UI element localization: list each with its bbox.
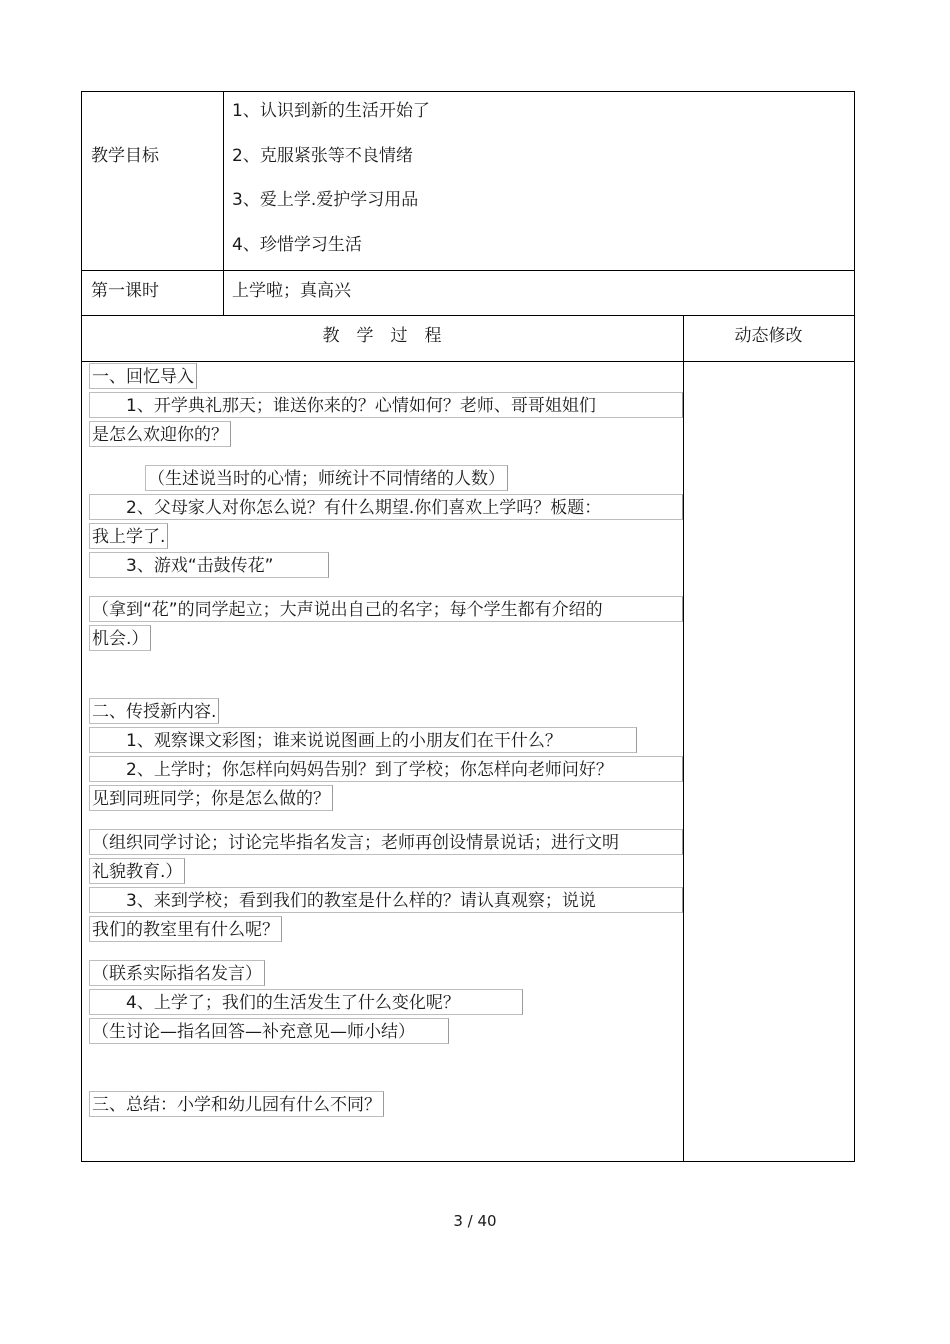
section-1-heading: 一、回忆导入 [89, 363, 197, 389]
label-column-divider [223, 91, 224, 316]
objective-3: 3、爱上学.爱护学习用品 [232, 190, 419, 210]
revision-header: 动态修改 [734, 326, 803, 346]
section-2-question-2b: 见到同班同学；你是怎么做的？ [89, 785, 333, 811]
section-1-note-1: （生述说当时的心情；师统计不同情绪的人数） [145, 465, 508, 491]
objective-2: 2、克服紧张等不良情绪 [232, 146, 413, 166]
section-1-question-2b: 我上学了. [89, 523, 168, 549]
section-2-question-3a: 3、来到学校；看到我们的教室是什么样的？请认真观察；说说 [89, 887, 683, 913]
objective-4: 4、珍惜学习生活 [232, 235, 362, 255]
revision-column-divider [683, 315, 684, 1162]
section-2-note-4: （生讨论—指名回答—补充意见—师小结） [89, 1018, 449, 1044]
table-border-left [81, 91, 82, 1162]
row-divider-3 [81, 361, 855, 362]
table-border-right [854, 91, 855, 1162]
row-divider-2 [81, 315, 855, 316]
objective-1: 1、认识到新的生活开始了 [232, 101, 430, 121]
section-2-question-3b: 我们的教室里有什么呢？ [89, 916, 282, 942]
section-1-note-3b: 机会.） [89, 625, 151, 651]
process-header: 教 学 过 程 [322, 326, 442, 346]
row-divider-1 [81, 270, 855, 271]
lesson-title: 上学啦；真高兴 [232, 281, 351, 301]
objectives-label: 教学目标 [91, 146, 159, 166]
section-2-note-2a: （组织同学讨论；讨论完毕指名发言；老师再创设情景说话；进行文明 [89, 829, 683, 855]
table-border-bottom [81, 1161, 855, 1162]
section-2-question-1: 1、观察课文彩图；谁来说说图画上的小朋友们在干什么？ [89, 727, 637, 753]
section-2-question-2a: 2、上学时；你怎样向妈妈告别？到了学校；你怎样向老师问好？ [89, 756, 683, 782]
section-1-question-1a: 1、开学典礼那天；谁送你来的？心情如何？老师、哥哥姐姐们 [89, 392, 683, 418]
section-1-question-1b: 是怎么欢迎你的？ [89, 421, 231, 447]
lesson-label: 第一课时 [91, 281, 159, 301]
section-2-heading: 二、传授新内容. [89, 698, 219, 724]
section-2-question-4: 4、上学了；我们的生活发生了什么变化呢？ [89, 989, 523, 1015]
section-1-question-3: 3、游戏“击鼓传花” [89, 552, 329, 578]
section-1-question-2a: 2、父母家人对你怎么说？有什么期望.你们喜欢上学吗？板题： [89, 494, 683, 520]
section-2-note-3: （联系实际指名发言） [89, 960, 265, 986]
page-number: 3 / 40 [453, 1212, 497, 1230]
table-border-top [81, 91, 855, 92]
section-1-note-3a: （拿到“花”的同学起立；大声说出自己的名字；每个学生都有介绍的 [89, 596, 683, 622]
section-2-note-2b: 礼貌教育.） [89, 858, 185, 884]
section-3-heading: 三、总结：小学和幼儿园有什么不同？ [89, 1091, 384, 1117]
